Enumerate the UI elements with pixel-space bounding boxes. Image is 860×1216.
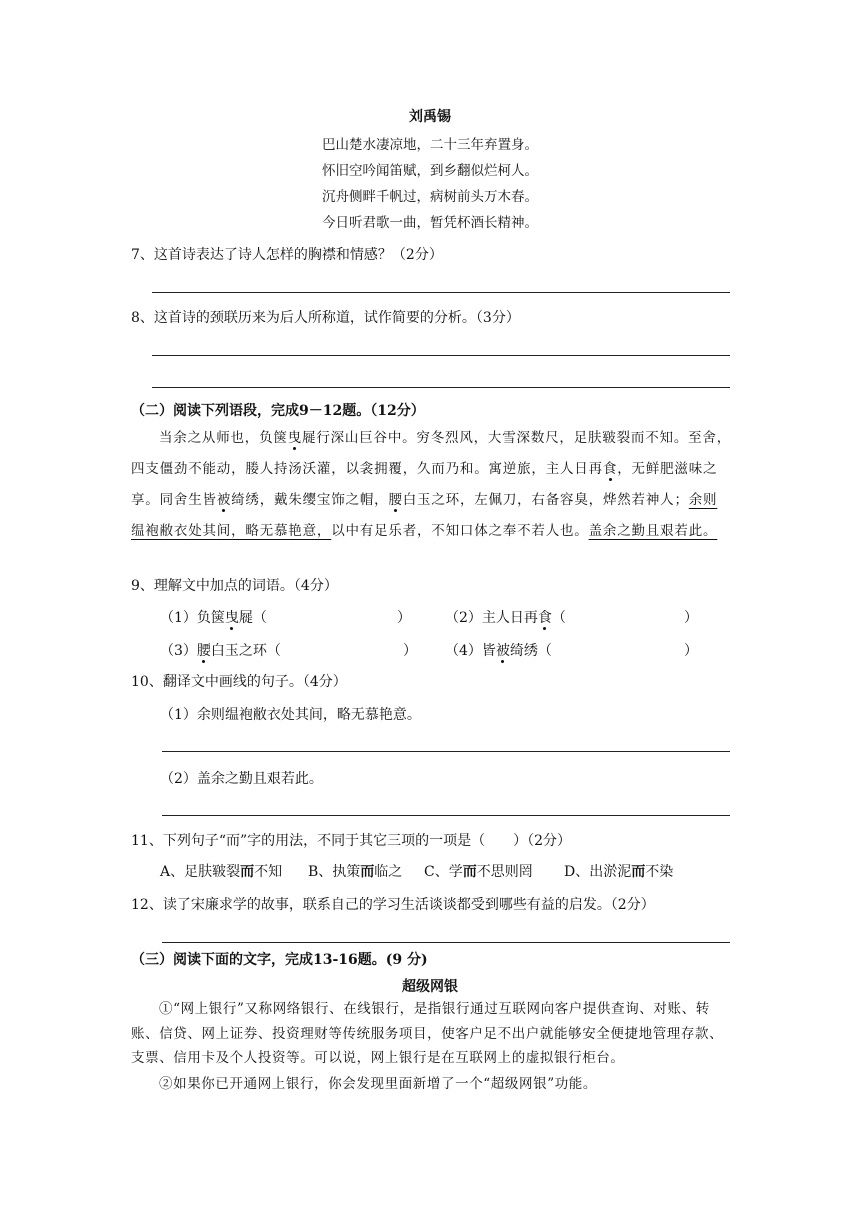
dotted-char: 被 xyxy=(216,492,232,508)
question-12: 12、读了宋廉求学的故事，联系自己的学习生活谈谈都受到哪些有益的启发。（2分） xyxy=(131,897,655,913)
poem-line: 沉舟侧畔千帆过，病树前头万木春。 xyxy=(322,189,538,205)
q9-item-1: （1）负箧曳屣（ xyxy=(160,610,267,626)
q11-option-b: B、执策而临之 xyxy=(308,864,403,880)
poem-author: 刘禹锡 xyxy=(409,109,451,125)
q9-item-3: （3）腰白玉之环（ xyxy=(160,643,281,659)
section-3-heading: （三）阅读下面的文字，完成13-16题。(9 分) xyxy=(131,952,428,968)
underlined-sentence: 余则缊袍敝衣处其间，略无慕艳意， xyxy=(131,492,718,539)
answer-line[interactable] xyxy=(152,387,730,388)
question-11: 11、下列句子“而”字的用法，不同于其它三项的一项是（ ）（2分） xyxy=(131,833,572,849)
q9-item-2-close: ） xyxy=(684,610,698,626)
answer-line[interactable] xyxy=(162,942,730,943)
article-title: 超级网银 xyxy=(402,979,458,995)
question-7: 7、这首诗表达了诗人怎样的胸襟和情感？（2分） xyxy=(131,247,443,263)
poem-line: 巴山楚水凄凉地，二十三年弃置身。 xyxy=(322,137,538,153)
dotted-char: 腰 xyxy=(388,492,403,508)
underlined-sentence: 盖余之勤且艰若此。 xyxy=(588,523,718,539)
answer-line[interactable] xyxy=(152,355,730,356)
question-8: 8、这首诗的颈联历来为后人所称道，试作简要的分析。（3分） xyxy=(131,310,520,326)
q11-option-d: D、出淤泥而不染 xyxy=(564,864,674,880)
answer-line[interactable] xyxy=(152,292,730,293)
classical-passage: 当余之从师也，负箧曳屣行深山巨谷中。穷冬烈风，大雪深数尺，足肤皲裂而不知。至舍，四支僵劲不能动，媵人持汤沃灌，以衾拥覆，久而乃和。寓逆旅，主人日再食，无鲜肥滋味之享。同舍生皆被绮绣，戴朱缨宝饰之帽，腰白玉之环，左佩刀，右备容臭，烨然若神人；余则缊袍敝衣处其间，略无慕艳意，以中有足乐者，不知口体之奉不若人也。盖余之勤且艰若此。 xyxy=(131,430,732,539)
dotted-char: 曳 xyxy=(287,430,303,446)
section-2-heading: （二）阅读下列语段，完成9－12题。（12分） xyxy=(131,403,425,419)
q9-item-1-close: ） xyxy=(397,610,411,626)
article-paragraph-2: ②如果你已开通网上银行，你会发现里面新增了一个“超级网银”功能。 xyxy=(159,1076,598,1092)
q10-sentence-2: （2）盖余之勤且艰若此。 xyxy=(160,771,323,787)
q9-item-4: （4）皆被绮绣（ xyxy=(445,643,552,659)
q11-option-c: C、学而不思则罔 xyxy=(424,864,533,880)
article-paragraph-1: ①“网上银行”又称网络银行、在线银行，是指银行通过互联网向客户提供查询、对账、转账、信贷、网上证券、投资理财等传统服务项目，使客户足不出户就能够安全便捷地管理存款、支票、信用卡及个人投资等。可以说，网上银行是在互联网上的虚拟银行柜台。 xyxy=(131,1001,724,1066)
dotted-char: 食 xyxy=(602,461,618,477)
poem-line: 怀旧空吟闻笛赋，到乡翻似烂柯人。 xyxy=(322,163,538,179)
q10-sentence-1: （1）余则缊袍敝衣处其间，略无慕艳意。 xyxy=(160,707,421,723)
poem-line: 今日听君歌一曲，暂凭杯酒长精神。 xyxy=(322,215,538,231)
q9-item-2: （2）主人日再食（ xyxy=(445,610,566,626)
q9-item-4-close: ） xyxy=(684,643,698,659)
q11-option-a: A、足肤皲裂而不知 xyxy=(160,864,283,880)
question-9: 9、理解文中加点的词语。（4分） xyxy=(131,578,338,594)
answer-line[interactable] xyxy=(162,815,730,816)
q9-item-3-close: ） xyxy=(403,643,417,659)
question-10: 10、翻译文中画线的句子。（4分） xyxy=(131,674,347,690)
answer-line[interactable] xyxy=(162,751,730,752)
